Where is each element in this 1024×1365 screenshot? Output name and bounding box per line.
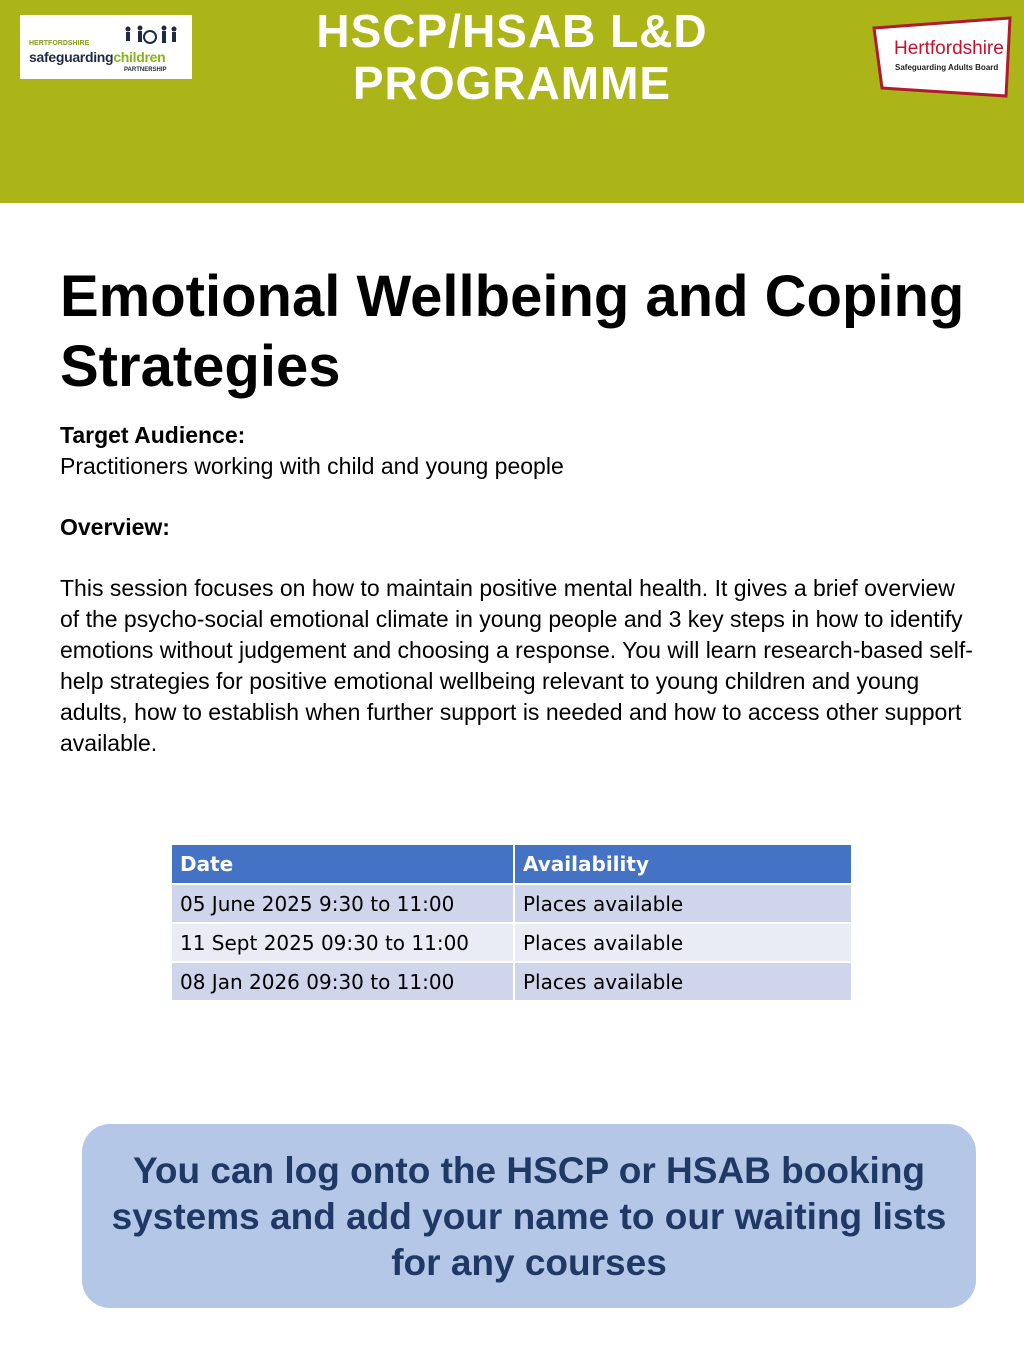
- hertfordshire-sab-logo: Hertfordshire Safeguarding Adults Board: [872, 16, 1012, 98]
- target-audience-text: Practitioners working with child and young people: [60, 453, 564, 479]
- course-title: Emotional Wellbeing and Coping Strategies: [60, 264, 965, 399]
- sessions-table: [170, 843, 853, 1002]
- session-date: 08 Jan 2026 09:30 to 11:00: [171, 962, 514, 1001]
- booking-notice-text: You can log onto the HSCP or HSAB booking systems and add your name to our waiting lists for any courses: [111, 1150, 947, 1283]
- column-header-date: Date: [171, 844, 514, 884]
- table-row: [171, 923, 852, 962]
- people-figures-icon: [120, 25, 180, 47]
- target-audience-label: Target Audience:: [60, 422, 246, 448]
- session-availability: Places available: [514, 884, 852, 923]
- booking-notice-box: [82, 1124, 976, 1308]
- programme-title: HSCP/HSAB L&D PROGRAMME: [316, 5, 708, 109]
- overview-label: Overview:: [60, 514, 170, 540]
- overview-text: This session focuses on how to maintain positive mental health. It gives a brief overview of the psycho-social emotional climate in young people and 3 key steps in how to identify emotions without judgement and choosing a response. You will learn research-based self-help strategies for positive emotional wellbeing relevant to young children and young adults, how to establish when further support is needed and how to access other support available.: [60, 575, 973, 756]
- session-date: 11 Sept 2025 09:30 to 11:00: [171, 923, 514, 962]
- safeguarding-children-logo: HERTFORDSHIRE safeguardingchildren PARTNERSHIP: [20, 15, 192, 79]
- table-header-row: [171, 844, 852, 884]
- session-availability: Places available: [514, 962, 852, 1001]
- session-date: 05 June 2025 9:30 to 11:00: [171, 884, 514, 923]
- table-row: [171, 962, 852, 1001]
- table-row: [171, 884, 852, 923]
- session-availability: Places available: [514, 923, 852, 962]
- header-banner: [0, 0, 1024, 203]
- column-header-availability: Availability: [514, 844, 852, 884]
